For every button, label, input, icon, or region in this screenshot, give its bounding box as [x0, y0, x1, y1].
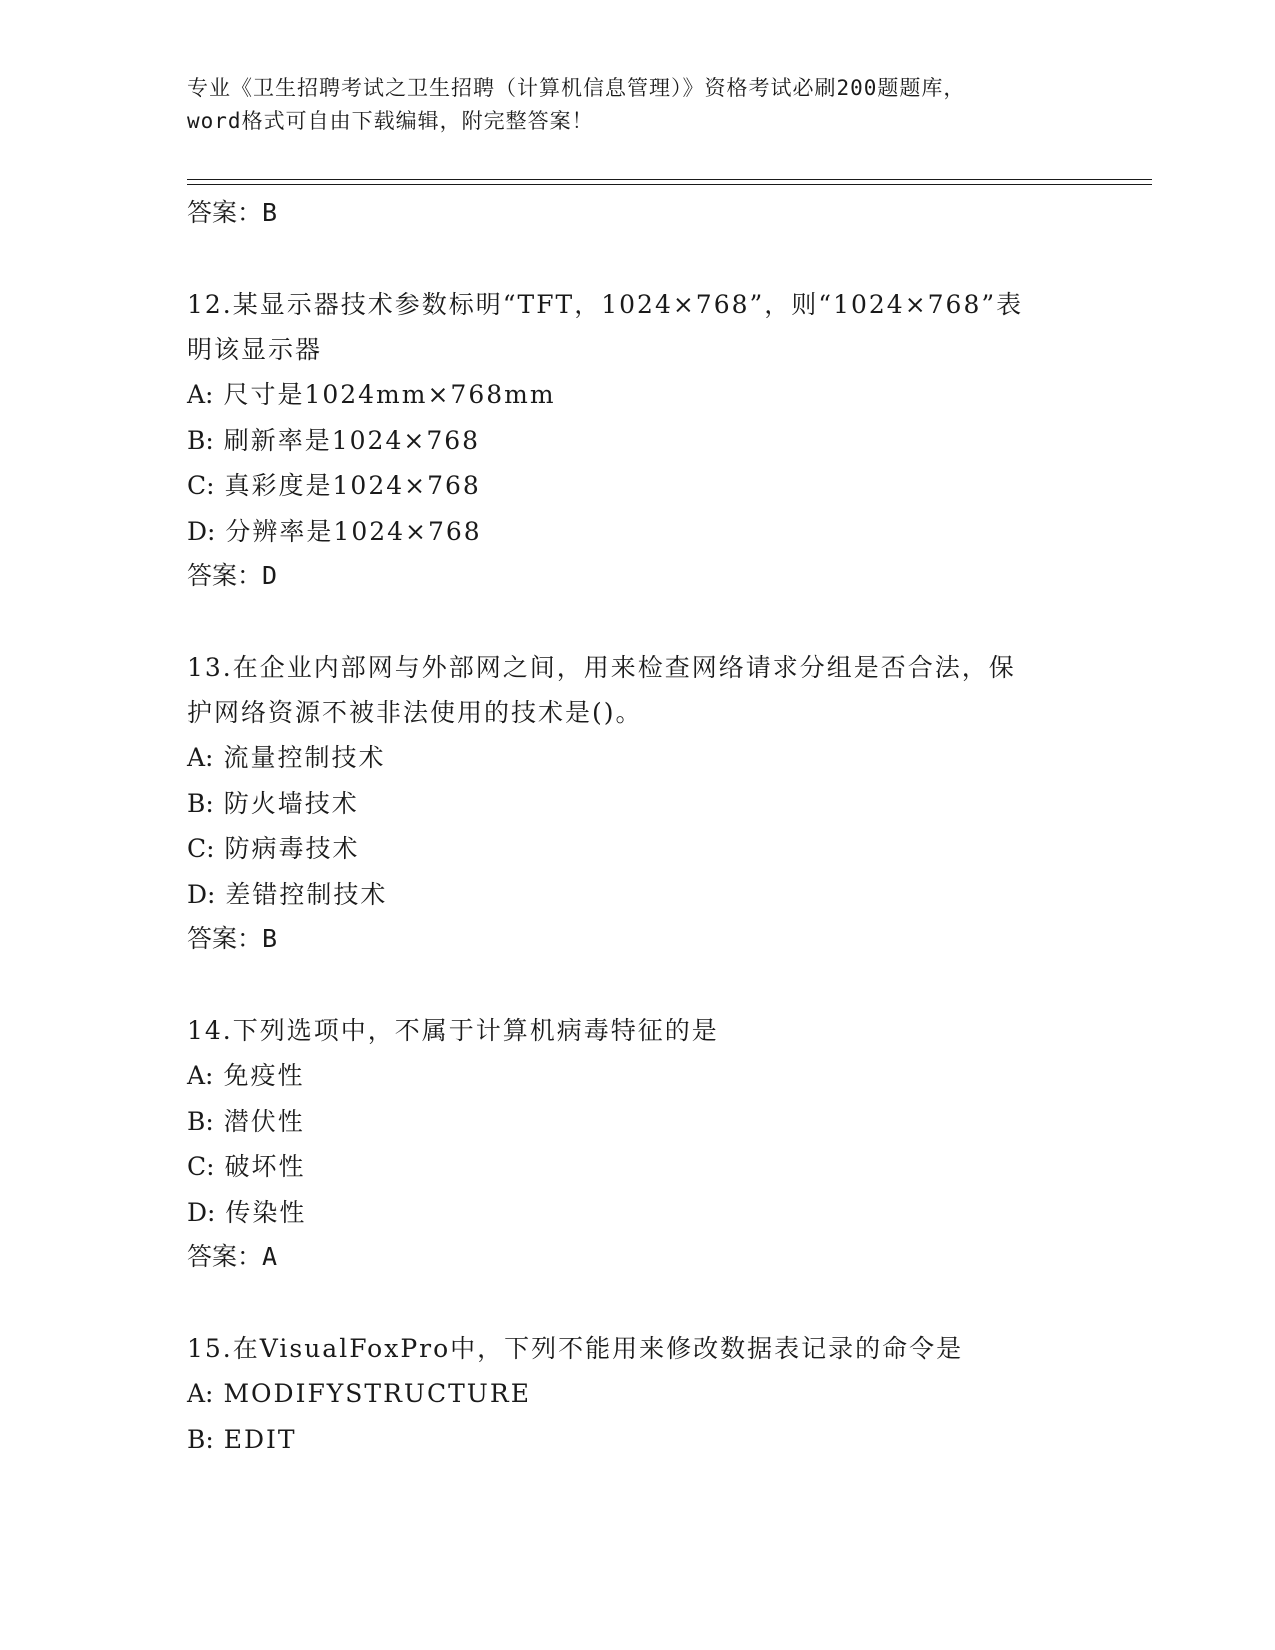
answer-option	[187, 1144, 1127, 1190]
question-text-line: 14.下列选项中，不属于计算机病毒特征的是	[187, 1016, 719, 1045]
answer-option	[187, 872, 1127, 918]
answer-line: 答案：B	[187, 198, 278, 227]
answer-option	[187, 418, 1127, 464]
option-text: 刷新率是1024×768	[223, 425, 481, 455]
option-text: 破坏性	[224, 1152, 306, 1181]
question-text	[187, 1326, 1127, 1371]
question-text-line: 明该显示器	[187, 335, 323, 364]
option-text: 潜伏性	[223, 1106, 305, 1136]
header-line-1: 专业《卫生招聘考试之卫生招聘（计算机信息管理）》资格考试必刷200题题库，	[187, 76, 966, 100]
option-letter: B:	[187, 788, 214, 818]
option-text: 差错控制技术	[225, 879, 388, 909]
question-spacer	[187, 1279, 1127, 1326]
answer-option	[187, 1190, 1127, 1236]
option-letter: D:	[187, 1197, 216, 1227]
question-text-line: 15.在VisualFoxPro中，下列不能用来修改数据表记录的命令是	[187, 1334, 964, 1363]
question-text	[187, 1008, 1127, 1053]
header-divider-top	[187, 179, 1152, 180]
option-letter: D:	[187, 879, 216, 909]
option-letter: C:	[187, 471, 215, 500]
option-letter: B:	[187, 425, 214, 455]
option-text: MODIFYSTRUCTURE	[223, 1379, 531, 1408]
answer-option	[187, 1053, 1127, 1099]
answer-option	[187, 1417, 1127, 1463]
question-list	[187, 191, 1127, 1462]
answer-line: 答案：B	[187, 924, 278, 953]
option-letter: A:	[187, 1379, 214, 1408]
option-text: 流量控制技术	[223, 743, 386, 772]
option-text: EDIT	[223, 1424, 297, 1454]
question-spacer	[187, 598, 1127, 645]
option-letter: B:	[187, 1106, 214, 1136]
answer-option	[187, 735, 1127, 781]
answer-option	[187, 1099, 1127, 1145]
option-letter: A:	[187, 1061, 214, 1090]
document-header	[187, 72, 1087, 138]
header-divider-bottom	[187, 184, 1152, 185]
question-text	[187, 645, 1127, 735]
option-letter: C:	[187, 834, 215, 863]
option-text: 真彩度是1024×768	[224, 471, 481, 500]
question-text-line: 护网络资源不被非法使用的技术是()。	[187, 698, 643, 727]
option-letter: C:	[187, 1152, 215, 1181]
question-text	[187, 282, 1127, 372]
option-letter: A:	[187, 380, 214, 409]
option-text: 传染性	[225, 1197, 307, 1227]
option-text: 免疫性	[223, 1061, 305, 1090]
answer-option	[187, 1371, 1127, 1417]
answer-option	[187, 372, 1127, 418]
question-spacer	[187, 961, 1127, 1008]
option-text: 尺寸是1024mm×768mm	[223, 380, 556, 409]
answer-line: 答案：A	[187, 1242, 278, 1271]
question-text-line: 13.在企业内部网与外部网之间，用来检查网络请求分组是否合法，保	[187, 653, 1016, 682]
answer-line: 答案：D	[187, 561, 278, 590]
option-letter: A:	[187, 743, 214, 772]
answer-option	[187, 463, 1127, 509]
option-text: 防病毒技术	[224, 834, 360, 863]
option-letter: B:	[187, 1424, 214, 1454]
option-text: 防火墙技术	[223, 788, 359, 818]
answer-option	[187, 781, 1127, 827]
answer-option	[187, 826, 1127, 872]
answer-option	[187, 509, 1127, 555]
question-text-line: 12.某显示器技术参数标明“TFT，1024×768”，则“1024×768”表	[187, 290, 1024, 319]
option-letter: D:	[187, 516, 216, 546]
header-line-2: word格式可自由下载编辑，附完整答案！	[187, 109, 594, 133]
option-text: 分辨率是1024×768	[225, 516, 482, 546]
question-spacer	[187, 235, 1127, 282]
